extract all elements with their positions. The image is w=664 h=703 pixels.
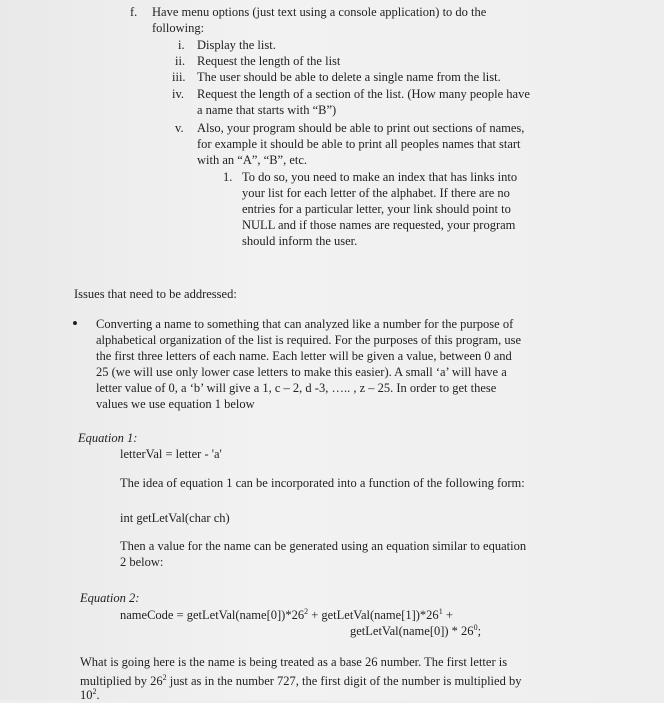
- subitem-v-1-text-3: entries for a particular letter, your link should point to: [242, 202, 511, 216]
- closing-text-d: .: [96, 688, 100, 703]
- issues-heading: Issues that need to be addressed:: [74, 287, 237, 301]
- subitem-v-1-text-2: your list for each letter of the alphabet. If there are no: [242, 186, 510, 200]
- bullet-line-2: alphabetical organization of the list is required. For the purposes of this program, use: [96, 333, 522, 347]
- subitem-v-1-text-4: NULL and if those names are requested, your program: [242, 218, 516, 232]
- subitem-iv-num: iv.: [172, 87, 185, 101]
- eq2-exp-3: 0: [473, 623, 478, 632]
- eq2-end: ;: [477, 624, 482, 639]
- bullet-line-4: 25 (we will use only lower case letters to make this easier). A small ‘a’ will have a: [96, 365, 507, 379]
- subitem-iii-text: The user should be able to delete a single name from the list.: [197, 70, 501, 84]
- equation-2-label: Equation 2:: [80, 591, 140, 605]
- closing-exp-a: 2: [162, 673, 167, 682]
- equation-1-label: Equation 1:: [78, 431, 138, 445]
- subitem-v-text-3: with an “A”, “B”, etc.: [197, 153, 308, 167]
- subitem-iv-text-2: a name that starts with “B”): [197, 103, 337, 117]
- subitem-v-1-text-1: To do so, you need to make an index that has links into: [242, 170, 518, 184]
- subitem-ii-text: Request the length of the list: [197, 54, 341, 68]
- closing-text-b: just as in the number 727, the first digit of the number is multiplied by: [166, 674, 522, 689]
- subitem-iii-num: iii.: [172, 70, 186, 84]
- bullet-line-6: values we use equation 1 below: [96, 397, 255, 411]
- closing-line-2: [80, 670, 580, 689]
- bullet-line-5: letter value of 0, a ‘b’ will give a 1, c – 2, d -3, ….. , z – 25. In order to get these: [96, 381, 497, 395]
- equation-1-formula: letterVal = letter - 'a': [120, 447, 222, 461]
- item-f-line1: Have menu options (just text using a console application) to do the: [152, 5, 487, 19]
- eq2-exp-2: 1: [438, 607, 443, 616]
- bullet-line-1: Converting a name to something that can analyzed like a number for the purpose of: [96, 317, 514, 331]
- equation-2-line-2: [350, 620, 481, 639]
- then-text-2: 2 below:: [120, 555, 164, 569]
- item-f-line2: following:: [152, 21, 205, 35]
- closing-line-3: [80, 684, 100, 703]
- subitem-i-num: i.: [178, 38, 185, 52]
- eq2-term-2: + getLetVal(name[1])*26: [308, 608, 439, 623]
- then-text-1: Then a value for the name can be generated using an equation similar to equation: [120, 539, 527, 553]
- subitem-iv-text-1: Request the length of a section of the list. (How many people have: [197, 87, 530, 101]
- subitem-i-text: Display the list.: [197, 38, 276, 52]
- subitem-v-text-2: for example it should be able to print all peoples names that start: [197, 137, 521, 151]
- eq2-term-3: getLetVal(name[0]) * 26: [350, 624, 474, 639]
- subitem-ii-num: ii.: [175, 54, 186, 68]
- subitem-v-1-num: 1.: [223, 170, 233, 184]
- closing-line-1: What is going here is the name is being treated as a base 26 number. The first letter is: [80, 655, 508, 669]
- item-f-label: f.: [130, 5, 138, 19]
- bullet-line-3: the first three letters of each name. Each letter will be given a value, between 0 and: [96, 349, 512, 363]
- eq2-exp-1: 2: [304, 607, 309, 616]
- closing-exp-b: 2: [92, 687, 97, 696]
- subitem-v-1-text-5: should inform the user.: [242, 234, 358, 248]
- bullet-symbol: •: [72, 314, 78, 333]
- closing-text-a: multiplied by 26: [80, 674, 163, 689]
- eq2-plus: +: [442, 608, 453, 623]
- equation-1-idea: The idea of equation 1 can be incorporated into a function of the following form:: [120, 476, 525, 490]
- subitem-v-text-1: Also, your program should be able to print out sections of names,: [197, 121, 525, 135]
- function-signature: int getLetVal(char ch): [120, 511, 230, 525]
- subitem-v-num: v.: [175, 121, 184, 135]
- eq2-term-1: nameCode = getLetVal(name[0])*26: [120, 608, 305, 623]
- closing-text-c: 10: [80, 688, 93, 703]
